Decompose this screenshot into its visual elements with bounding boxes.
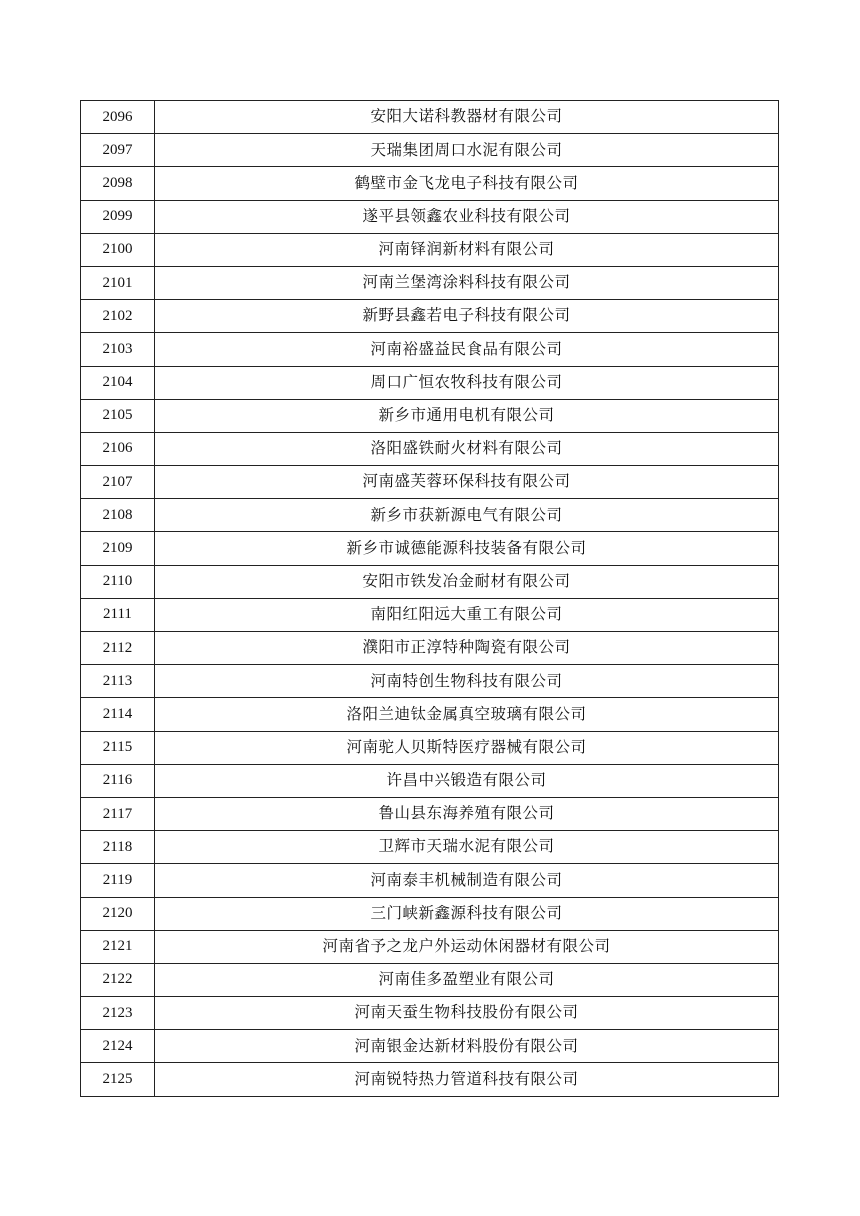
company-name: 河南盛芙蓉环保科技有限公司: [155, 466, 779, 499]
company-name: 河南省予之龙户外运动休闲器材有限公司: [155, 930, 779, 963]
company-name: 洛阳盛铁耐火材料有限公司: [155, 432, 779, 465]
company-name: 鹤壁市金飞龙电子科技有限公司: [155, 167, 779, 200]
table-row: [81, 167, 779, 200]
table-row: [81, 565, 779, 598]
row-number: 2121: [81, 930, 155, 963]
table-row: [81, 731, 779, 764]
company-name: 新乡市获新源电气有限公司: [155, 499, 779, 532]
table-row: [81, 399, 779, 432]
company-name: 河南裕盛益民食品有限公司: [155, 333, 779, 366]
row-number: 2114: [81, 698, 155, 731]
table-body: [81, 101, 779, 1097]
table-row: [81, 831, 779, 864]
table-row: [81, 532, 779, 565]
table-row: [81, 930, 779, 963]
company-name: 新野县鑫若电子科技有限公司: [155, 300, 779, 333]
company-name: 许昌中兴锻造有限公司: [155, 764, 779, 797]
company-name: 河南特创生物科技有限公司: [155, 665, 779, 698]
table-row: [81, 266, 779, 299]
company-name: 河南泰丰机械制造有限公司: [155, 864, 779, 897]
table-row: [81, 366, 779, 399]
table-row: [81, 200, 779, 233]
row-number: 2113: [81, 665, 155, 698]
company-name: 鲁山县东海养殖有限公司: [155, 797, 779, 830]
row-number: 2125: [81, 1063, 155, 1096]
row-number: 2104: [81, 366, 155, 399]
table-row: [81, 333, 779, 366]
company-name: 河南铎润新材料有限公司: [155, 233, 779, 266]
row-number: 2106: [81, 432, 155, 465]
company-name: 新乡市诚德能源科技装备有限公司: [155, 532, 779, 565]
row-number: 2122: [81, 963, 155, 996]
row-number: 2112: [81, 632, 155, 665]
table-row: [81, 665, 779, 698]
row-number: 2100: [81, 233, 155, 266]
table-row: [81, 864, 779, 897]
company-name: 周口广恒农牧科技有限公司: [155, 366, 779, 399]
company-name: 洛阳兰迪钛金属真空玻璃有限公司: [155, 698, 779, 731]
company-name: 遂平县领鑫农业科技有限公司: [155, 200, 779, 233]
table-row: [81, 997, 779, 1030]
table-row: [81, 764, 779, 797]
row-number: 2097: [81, 134, 155, 167]
row-number: 2101: [81, 266, 155, 299]
company-name: 河南兰堡湾涂料科技有限公司: [155, 266, 779, 299]
row-number: 2096: [81, 101, 155, 134]
company-name: 三门峡新鑫源科技有限公司: [155, 897, 779, 930]
row-number: 2110: [81, 565, 155, 598]
row-number: 2099: [81, 200, 155, 233]
company-name: 河南锐特热力管道科技有限公司: [155, 1063, 779, 1096]
row-number: 2123: [81, 997, 155, 1030]
row-number: 2103: [81, 333, 155, 366]
company-name: 河南佳多盈塑业有限公司: [155, 963, 779, 996]
company-name: 濮阳市正淳特种陶瓷有限公司: [155, 632, 779, 665]
table-row: [81, 233, 779, 266]
row-number: 2109: [81, 532, 155, 565]
company-name: 卫辉市天瑞水泥有限公司: [155, 831, 779, 864]
table-row: [81, 632, 779, 665]
company-list-table-container: [80, 100, 778, 1097]
row-number: 2116: [81, 764, 155, 797]
table-row: [81, 134, 779, 167]
row-number: 2117: [81, 797, 155, 830]
table-row: [81, 101, 779, 134]
row-number: 2119: [81, 864, 155, 897]
table-row: [81, 897, 779, 930]
company-name: 天瑞集团周口水泥有限公司: [155, 134, 779, 167]
company-name: 安阳市铁发冶金耐材有限公司: [155, 565, 779, 598]
table-row: [81, 466, 779, 499]
company-name: 南阳红阳远大重工有限公司: [155, 598, 779, 631]
row-number: 2098: [81, 167, 155, 200]
table-row: [81, 598, 779, 631]
company-name: 新乡市通用电机有限公司: [155, 399, 779, 432]
row-number: 2118: [81, 831, 155, 864]
row-number: 2115: [81, 731, 155, 764]
company-name: 安阳大诺科教器材有限公司: [155, 101, 779, 134]
table-row: [81, 1063, 779, 1096]
table-row: [81, 797, 779, 830]
company-name: 河南驼人贝斯特医疗器械有限公司: [155, 731, 779, 764]
table-row: [81, 698, 779, 731]
row-number: 2105: [81, 399, 155, 432]
row-number: 2124: [81, 1030, 155, 1063]
table-row: [81, 963, 779, 996]
row-number: 2108: [81, 499, 155, 532]
row-number: 2111: [81, 598, 155, 631]
row-number: 2120: [81, 897, 155, 930]
table-row: [81, 1030, 779, 1063]
company-name: 河南银金达新材料股份有限公司: [155, 1030, 779, 1063]
row-number: 2102: [81, 300, 155, 333]
company-list-table: [80, 100, 779, 1097]
table-row: [81, 499, 779, 532]
table-row: [81, 300, 779, 333]
row-number: 2107: [81, 466, 155, 499]
company-name: 河南天蚕生物科技股份有限公司: [155, 997, 779, 1030]
table-row: [81, 432, 779, 465]
